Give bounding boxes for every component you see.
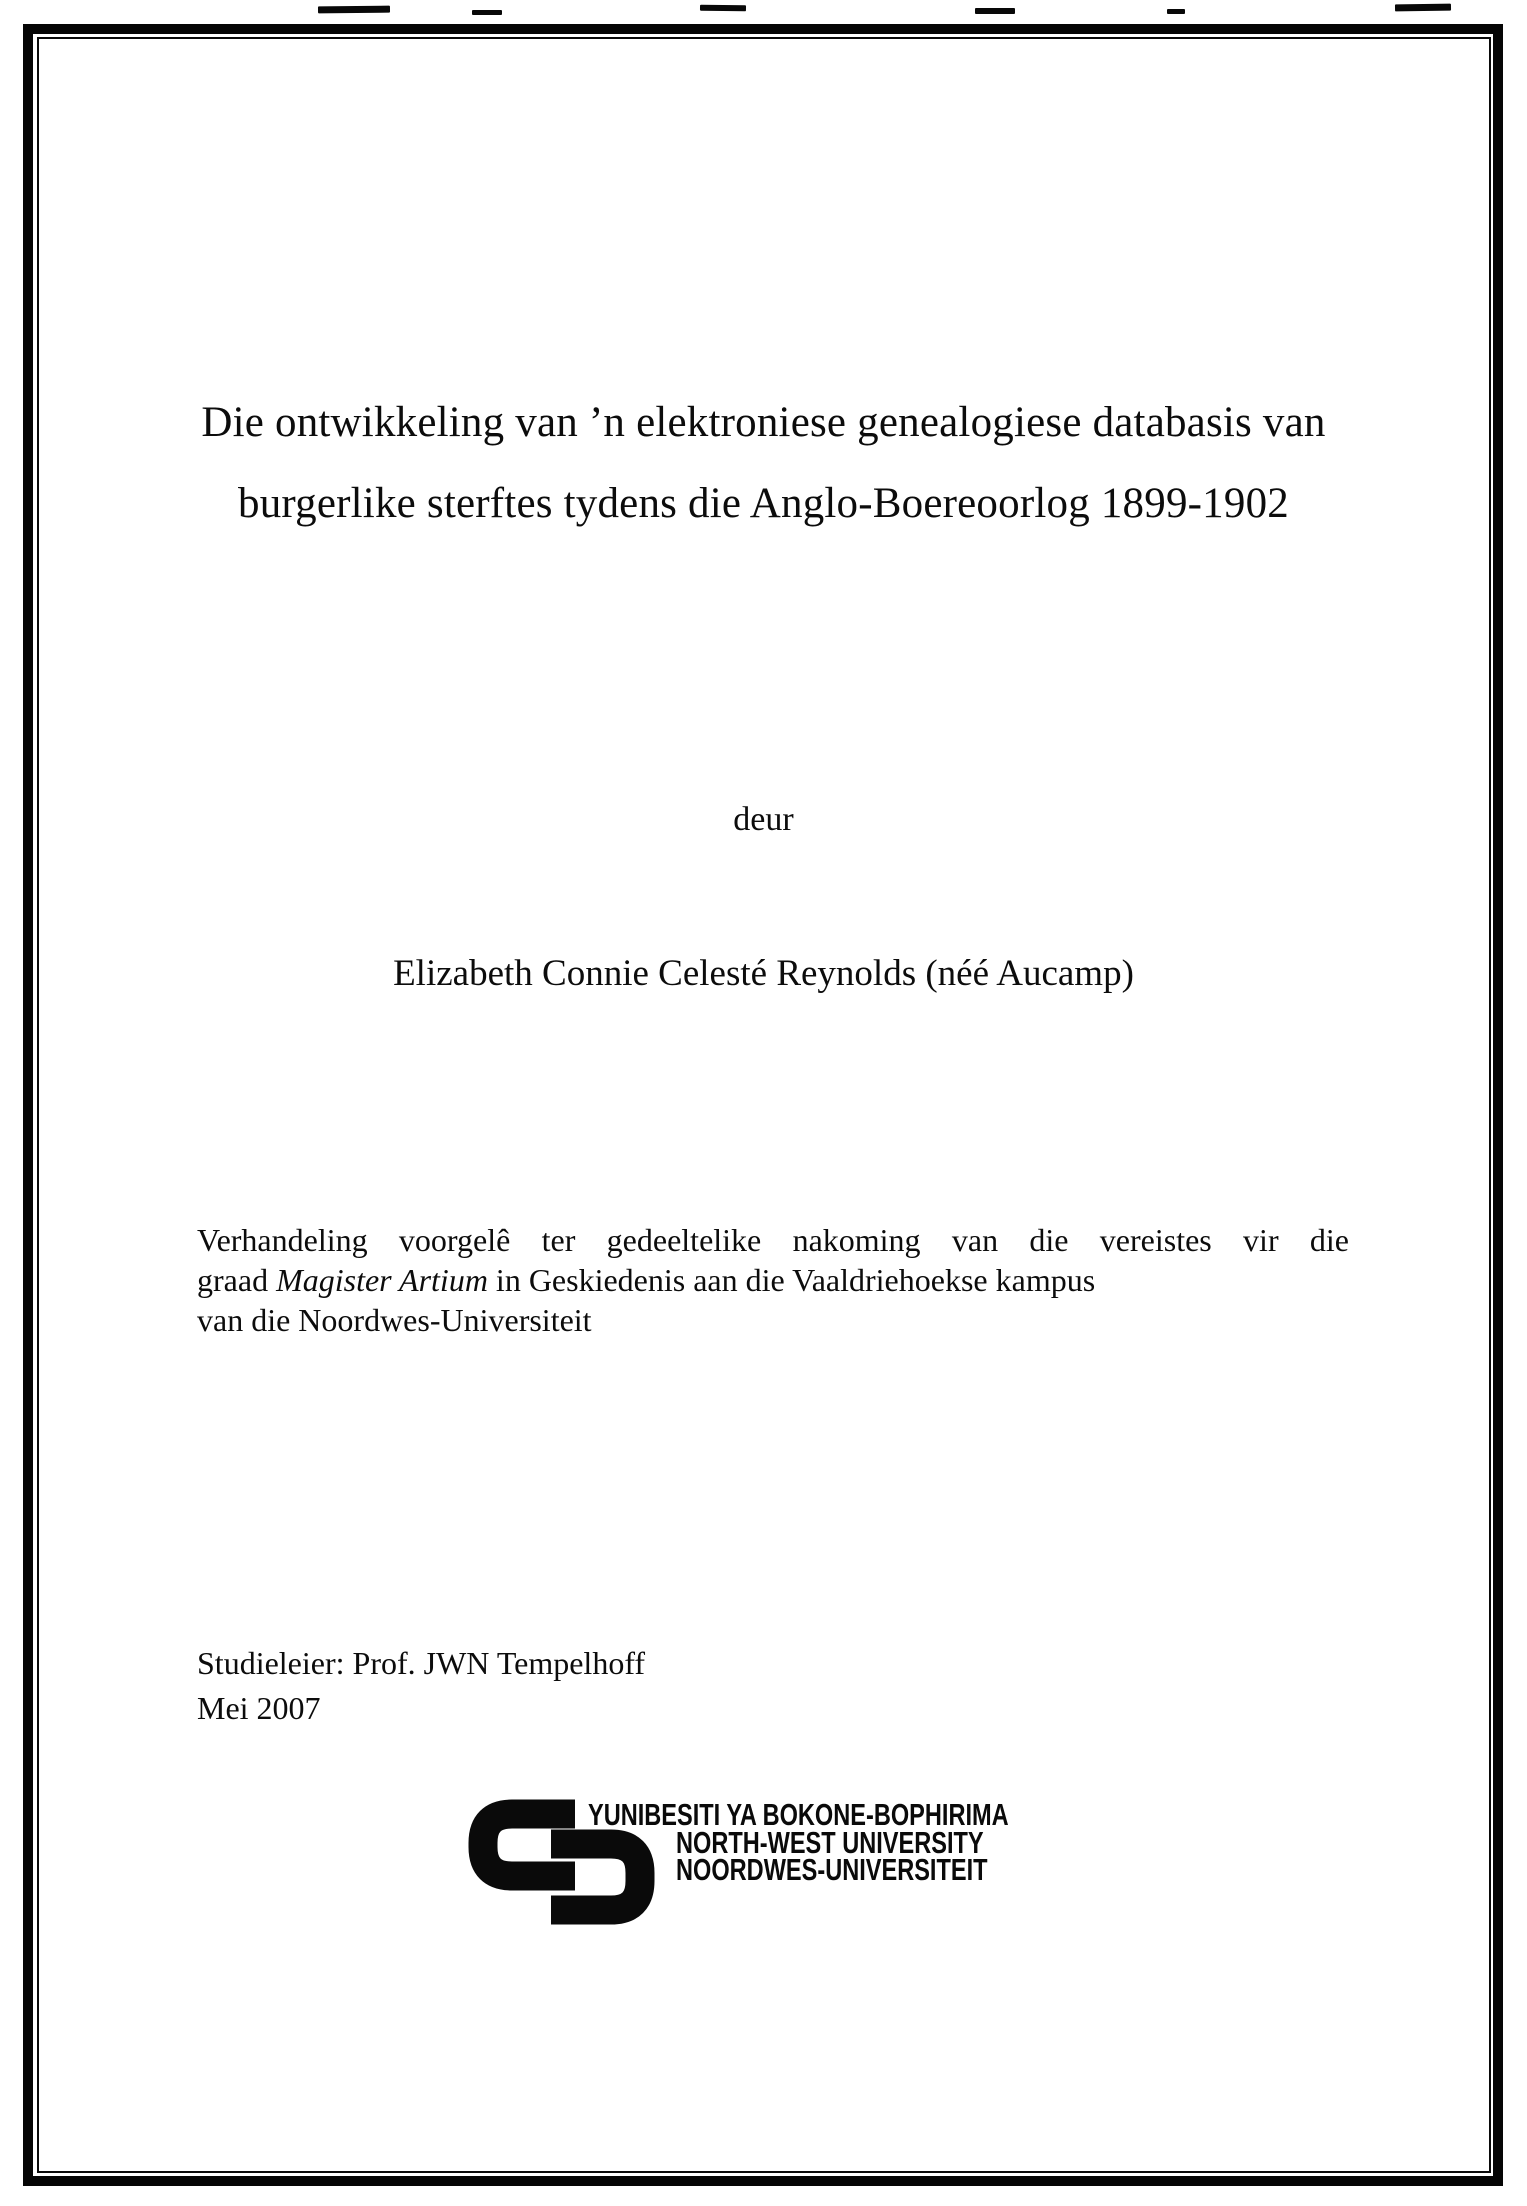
thesis-title (60, 382, 1467, 544)
scan-artifact (975, 8, 1015, 14)
scan-artifact (318, 6, 390, 14)
author-name: Elizabeth Connie Celesté Reynolds (néé Aucamp) (393, 953, 1134, 994)
supervisor-line: Studieleier: Prof. JWN Tempelhoff (197, 1645, 646, 1681)
degree-statement-line-1: Verhandeling voorgelê ter gedeeltelike nakoming van die vereistes vir die (197, 1222, 1349, 1258)
degree-statement (197, 1220, 1349, 1340)
logo-text-line-1: YUNIBESITI YA BOKONE-BOPHIRIMA (588, 1797, 1009, 1832)
scan-artifact (472, 10, 502, 15)
degree-statement-line-2 (197, 1260, 1349, 1300)
degree-statement-line-2-pre: graad (197, 1262, 277, 1298)
thesis-title-line-1: Die ontwikkeling van ’n elektroniese genealogiese databasis van (201, 399, 1326, 446)
degree-name-italic: Magister Artium (276, 1262, 488, 1298)
scan-artifact (1395, 4, 1451, 12)
date-line: Mei 2007 (197, 1690, 321, 1726)
scan-artifact (700, 5, 746, 12)
thesis-title-line-2: burgerlike sterftes tydens die Anglo-Boereoorlog 1899-1902 (238, 480, 1289, 527)
scan-artifact (1167, 9, 1185, 14)
university-logo-text (588, 1797, 1141, 1887)
degree-statement-line-2-post: in Geskiedenis aan die Vaaldriehoekse kampus (487, 1262, 1096, 1298)
logo-text-line-3: NOORDWES-UNIVERSITEIT (676, 1852, 988, 1887)
supervisor-block (197, 1641, 1097, 1731)
byline-label: deur (733, 801, 794, 838)
logo-text-line-2: NORTH-WEST UNIVERSITY (676, 1824, 984, 1860)
degree-statement-line-3: van die Noordwes-Universiteit (197, 1302, 592, 1338)
